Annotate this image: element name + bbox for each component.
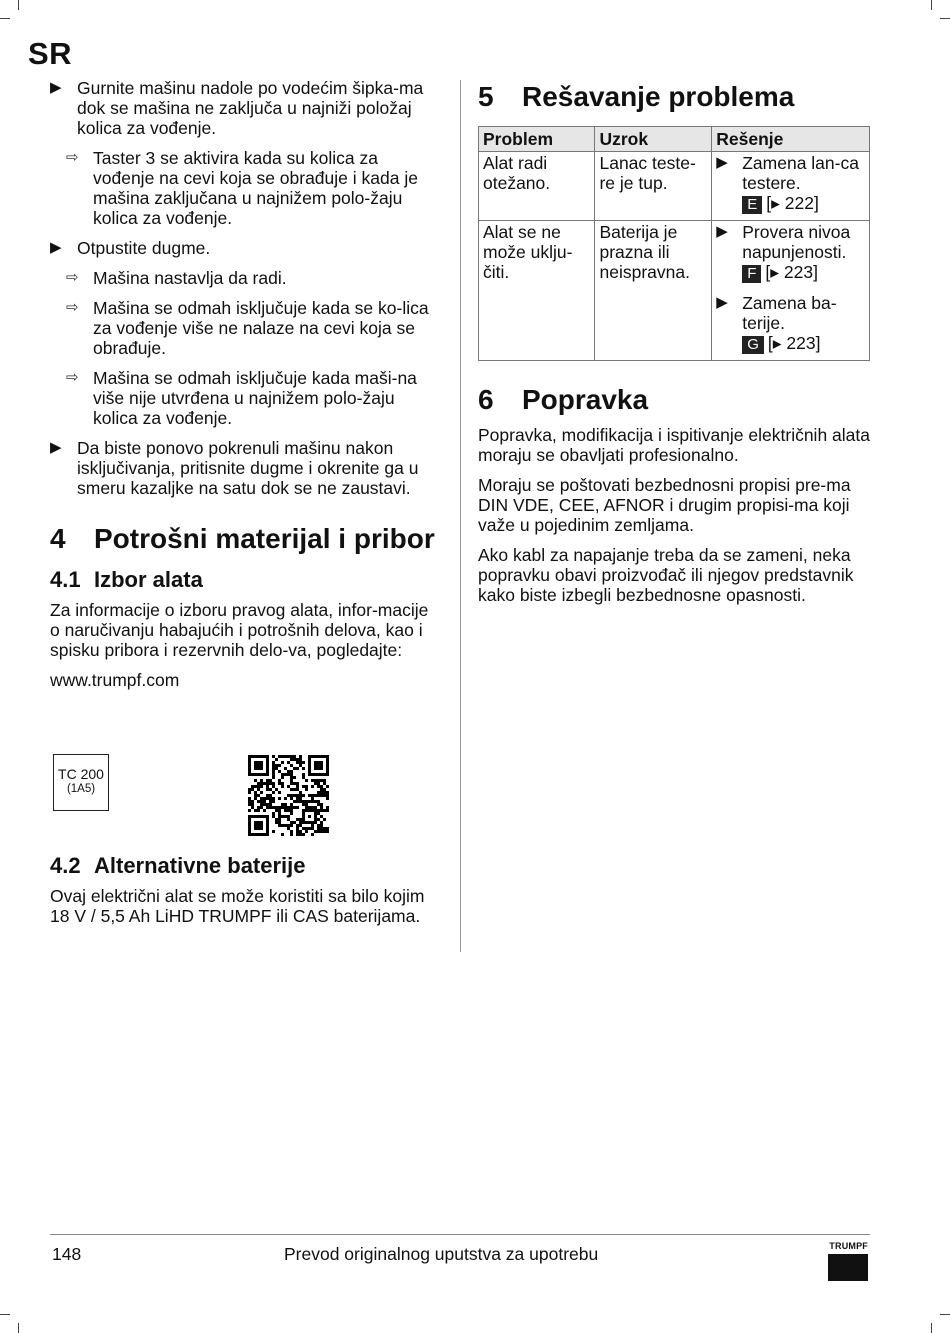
- step-text: Mašina se odmah isključuje kada maši-na više nije utvrđena u najnižem polo-žaju kolica za vođenje.: [93, 368, 417, 428]
- footer-title: Prevod originalnog uputstva za upotrebu: [284, 1244, 599, 1264]
- instruction-steps: [50, 78, 442, 498]
- crop-mark: [940, 1314, 950, 1315]
- language-tag: SR: [28, 36, 73, 71]
- result-step: [50, 148, 442, 228]
- reference-tag: E: [742, 196, 762, 214]
- solution-text: Zamena lan-ca testere.: [742, 153, 859, 193]
- logo-block: [828, 1254, 868, 1281]
- cell-problem: Alat se ne može uklju-čiti.: [479, 221, 595, 361]
- instruction-step: [50, 238, 442, 258]
- section-number: 4.2: [50, 853, 81, 878]
- left-column: [50, 78, 442, 690]
- page-number: 148: [52, 1244, 82, 1264]
- paragraph: Popravka, modifikacija i ispitivanje električnih alata moraju se obavljati profesionalno.: [478, 425, 870, 465]
- crop-mark: [931, 0, 932, 10]
- tool-code-label: TC 200: [58, 766, 104, 782]
- hollow-arrow-right-icon: ⇨: [66, 369, 79, 386]
- solution-text: Zamena ba-terije.: [742, 293, 837, 333]
- black-triangle-right-icon: ▶: [50, 239, 62, 256]
- paragraph: Ovaj električni alat se može koristiti sa bilo kojim 18 V / 5,5 Ah LiHD TRUMPF ili CAS baterijama.: [50, 886, 425, 926]
- page-reference: [▸ 222]: [766, 193, 819, 213]
- page-reference: [▸ 223]: [767, 333, 821, 353]
- footer-rule: [50, 1234, 870, 1235]
- black-triangle-right-icon: ▶: [716, 223, 728, 240]
- cell-solution: [712, 152, 870, 221]
- solution-step: [716, 153, 865, 214]
- table-header-row: [479, 127, 870, 152]
- solution-text: Provera nivoa napunjenosti.: [742, 222, 851, 262]
- solution-step: [716, 293, 865, 354]
- left-column-lower: [50, 852, 442, 926]
- step-text: Gurnite mašinu nadole po vodećim šipka-ma dok se mašina ne zaključa u najniži položaj kolica za vođenje.: [77, 78, 424, 138]
- step-text: Otpustite dugme.: [77, 238, 211, 258]
- column-header: Uzrok: [595, 127, 712, 152]
- paragraph: Moraju se poštovati bezbednosni propisi pre-ma DIN VDE, CEE, AFNOR i drugim propisi-ma koji važe u pojedinim zemljama.: [478, 475, 851, 535]
- solution-step: [716, 222, 865, 283]
- section-4-heading: [50, 522, 442, 556]
- tool-code-id: (1A5): [66, 783, 96, 795]
- crop-mark: [0, 1314, 10, 1315]
- trumpf-logo: [828, 1241, 868, 1281]
- result-step: [50, 368, 442, 428]
- logo-text: TRUMPF: [829, 1241, 868, 1251]
- section-number: 4.1: [50, 567, 81, 592]
- qr-code-icon: [248, 755, 329, 841]
- column-header: Rešenje: [712, 127, 870, 152]
- tool-code-box: [53, 754, 109, 811]
- hollow-arrow-right-icon: ⇨: [66, 269, 79, 286]
- column-header: Problem: [479, 127, 595, 152]
- section-title: Rešavanje problema: [522, 81, 795, 112]
- hollow-arrow-right-icon: ⇨: [66, 299, 79, 316]
- instruction-step: [50, 78, 442, 138]
- crop-mark: [18, 0, 19, 10]
- section-number: 4: [50, 523, 66, 554]
- section-title: Alternativne baterije: [94, 853, 306, 878]
- website-url: www.trumpf.com: [50, 670, 180, 690]
- section-title: Popravka: [522, 384, 649, 415]
- crop-mark: [0, 18, 10, 19]
- cell-cause: Baterija je prazna ili neispravna.: [595, 221, 712, 361]
- section-title: Potrošni materijal i pribor: [94, 523, 435, 554]
- section-number: 6: [478, 384, 494, 415]
- step-text: Taster 3 se aktivira kada su kolica za vođenje na cevi koja se obrađuje i kada je mašina zaključana u najnižem polo-žaju kolica za vođenje.: [93, 148, 418, 228]
- black-triangle-right-icon: ▶: [716, 294, 728, 311]
- hollow-arrow-right-icon: ⇨: [66, 149, 79, 166]
- result-step: [50, 268, 442, 288]
- paragraph: Za informacije o izboru pravog alata, infor-macije o naručivanju habajućih i potrošnih delova, kao i spisku pribora i rezervnih delo-va, pogledajte:: [50, 600, 429, 660]
- step-text: Da biste ponovo pokrenuli mašinu nakon isključivanja, pritisnite dugme i okrenite ga u smeru kazaljke na satu dok se ne zaustavi.: [77, 438, 419, 498]
- section-5-heading: [478, 80, 870, 114]
- section-6-heading: [478, 383, 870, 417]
- section-number: 5: [478, 81, 494, 112]
- black-triangle-right-icon: ▶: [50, 79, 62, 96]
- section-6-body: [478, 425, 870, 605]
- paragraph: Ako kabl za napajanje treba da se zameni, neka popravku obavi proizvođač ili njegov predstavnik kako biste izbegli bezbednosne opasnosti.: [478, 545, 854, 605]
- step-text: Mašina se odmah isključuje kada se ko-lica za vođenje više ne nalaze na cevi koja se obrađuje.: [93, 298, 429, 358]
- column-divider: [460, 80, 461, 952]
- reference-tag: F: [742, 265, 761, 283]
- result-step: [50, 298, 442, 358]
- table-row: [479, 152, 870, 221]
- section-4-1-heading: [50, 566, 442, 594]
- reference-tag: G: [742, 336, 764, 354]
- black-triangle-right-icon: ▶: [716, 154, 728, 171]
- section-4-2-heading: [50, 852, 442, 880]
- crop-mark: [931, 1323, 932, 1333]
- black-triangle-right-icon: ▶: [50, 439, 62, 456]
- crop-mark: [940, 18, 950, 19]
- step-text: Mašina nastavlja da radi.: [93, 268, 287, 288]
- table-row: [479, 221, 870, 361]
- cell-problem: Alat radi otežano.: [479, 152, 595, 221]
- cell-cause: Lanac teste-re je tup.: [595, 152, 712, 221]
- troubleshooting-table: [478, 126, 870, 361]
- instruction-step: [50, 438, 442, 498]
- section-title: Izbor alata: [94, 567, 203, 592]
- right-column: [478, 78, 870, 605]
- page-reference: [▸ 223]: [765, 262, 818, 282]
- crop-mark: [18, 1323, 19, 1333]
- cell-solution: [712, 221, 870, 361]
